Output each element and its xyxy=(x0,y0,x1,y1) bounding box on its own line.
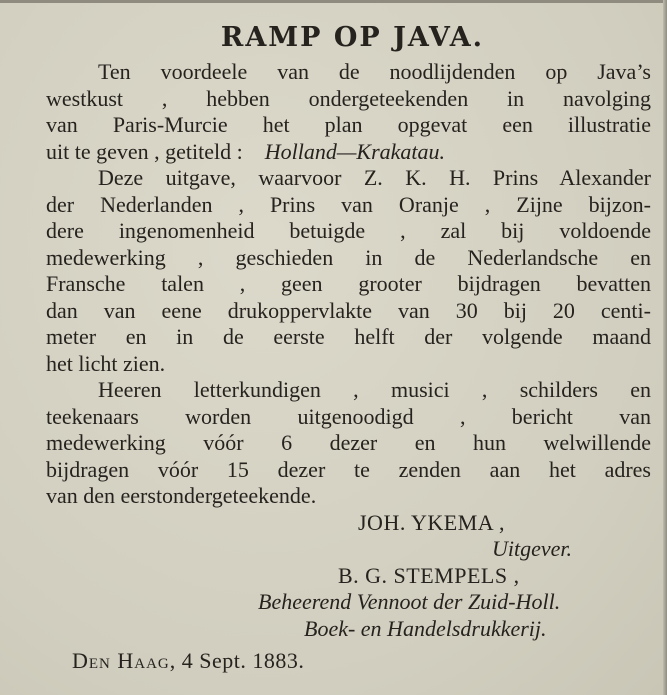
text-line: teekenaars worden uitgenoodigd , bericht van xyxy=(46,403,651,429)
dateline-place: Den Haag xyxy=(72,648,170,673)
top-rule xyxy=(0,0,667,3)
text-line: meter en in de eerste helft der volgende maand xyxy=(46,324,651,349)
paragraph-1 xyxy=(46,59,651,165)
text-line: bijdragen vóór 15 dezer te zenden aan het adres xyxy=(46,456,651,482)
paragraph-2 xyxy=(46,165,651,377)
text-line: dan van eene drukoppervlakte van 30 bij 20 centi- xyxy=(46,297,651,323)
text-line: van Paris-Murcie het plan opgevat een illustratie xyxy=(46,112,651,137)
text-line: Heeren letterkundigen , musici , schilders en xyxy=(98,377,651,402)
text-line xyxy=(46,139,651,166)
paragraph-3 xyxy=(46,377,651,510)
signatory-name: B. G. STEMPELS , xyxy=(338,562,520,588)
text-line: medewerking vóór 6 dezer en hun welwillende xyxy=(46,430,651,455)
signatory-role: Uitgever. xyxy=(492,536,573,561)
text-line: het licht zien. xyxy=(46,350,166,376)
signatory-role: Boek- en Handelsdrukkerij. xyxy=(304,615,547,641)
signature-block xyxy=(46,510,651,643)
page-edge xyxy=(663,0,667,695)
signatory-role: Beheerend Vennoot der Zuid-Holl. xyxy=(258,589,561,614)
text-line: der Nederlanden , Prins van Oranje , Zijne bijzon- xyxy=(46,191,651,217)
publication-title: Holland—Krakatau. xyxy=(264,138,446,164)
dateline-date: , 4 Sept. 1883. xyxy=(169,648,305,673)
text-line: Ten voordeele van de noodlijdenden op Java’s xyxy=(98,59,651,84)
text-line: medewerking , geschieden in de Nederlandsche en xyxy=(46,244,651,270)
text-line: dere ingenomenheid betuigde , zal bij voldoende xyxy=(46,218,651,243)
article-title: RAMP OP JAVA. xyxy=(220,22,485,53)
text-line: westkust , hebben ondergeteekenden in navolging xyxy=(46,85,651,111)
text-line: van den eerstondergeteekende. xyxy=(46,483,317,508)
dateline xyxy=(46,648,651,675)
text-fragment: uit te geven , getiteld : xyxy=(46,138,243,164)
text-line: Deze uitgave, waarvoor Z. K. H. Prins Alexander xyxy=(98,165,651,190)
text-line: Fransche talen , geen grooter bijdragen bevatten xyxy=(46,271,651,296)
signatory-name: JOH. YKEMA , xyxy=(358,509,505,535)
